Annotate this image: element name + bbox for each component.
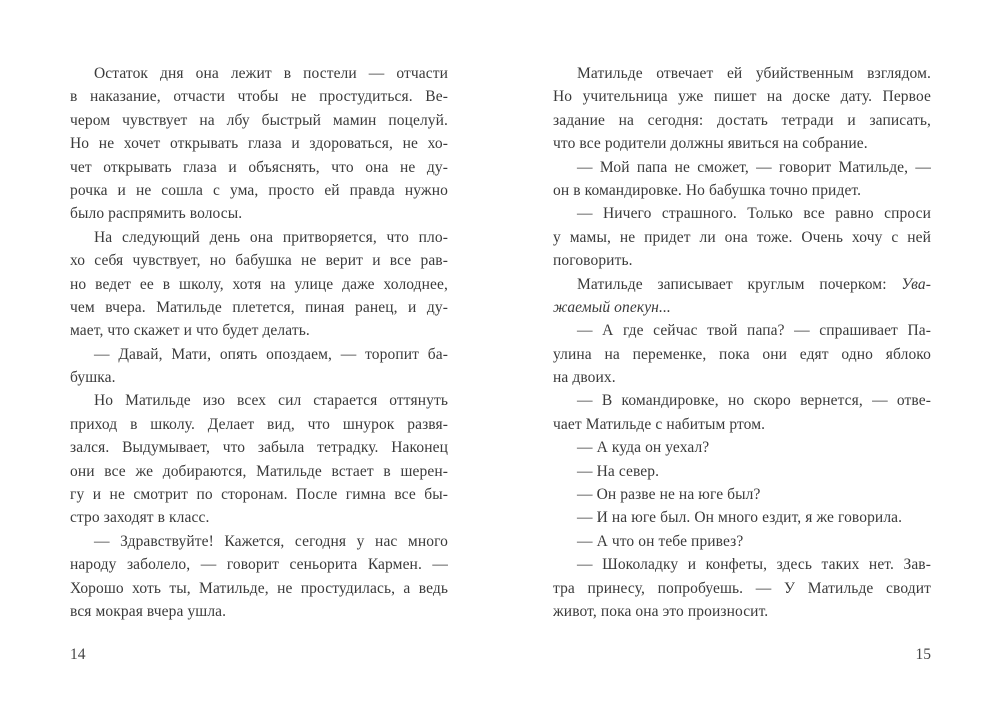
text-line xyxy=(70,389,448,412)
text-segment: гу и не смотрит по сторонам. После гимна все бы- xyxy=(70,486,448,504)
paragraph xyxy=(553,530,931,553)
paragraph xyxy=(553,156,931,203)
text-segment: — Давай, Мати, опять опоздаем, — торопит ба- xyxy=(94,345,448,363)
text-segment: он в командировке. Но бабушка точно придет. xyxy=(553,181,862,199)
text-line xyxy=(553,530,931,553)
text-line xyxy=(553,577,931,600)
text-line xyxy=(70,249,448,272)
text-line xyxy=(553,460,931,483)
text-segment: что все родители должны явиться на собрание. xyxy=(553,135,868,153)
paragraph xyxy=(553,436,931,459)
text-segment: приход в школу. Делает вид, что шнурок развя- xyxy=(70,415,448,433)
text-segment: но ведет ее в школу, хотя на улице даже холоднее, xyxy=(70,275,448,293)
text-line xyxy=(70,319,448,342)
text-segment: — Мой папа не сможет, — говорит Матильде, — xyxy=(577,158,931,176)
text-line xyxy=(553,413,931,436)
text-line xyxy=(553,62,931,85)
text-segment: хо себя чувствует, но бабушка не верит и все рав- xyxy=(70,252,448,270)
paragraph xyxy=(553,202,931,272)
text-line xyxy=(553,366,931,389)
text-segment: Но учительница уже пишет на доске дату. Первое xyxy=(553,88,931,106)
text-segment: вся мокрая вчера ушла. xyxy=(70,602,227,620)
text-line xyxy=(70,109,448,132)
text-segment: — А где сейчас твой папа? — спрашивает Па- xyxy=(577,322,931,340)
text-line xyxy=(70,506,448,529)
text-segment: Матильде отвечает ей убийственным взглядом. xyxy=(577,65,931,82)
text-segment: Матильде записывает круглым почерком: xyxy=(577,275,902,293)
text-segment: было распрямить волосы. xyxy=(70,205,243,223)
text-line xyxy=(553,389,931,412)
text-segment: — А куда он уехал? xyxy=(577,439,710,457)
text-line xyxy=(553,553,931,576)
text-line xyxy=(70,226,448,249)
text-line xyxy=(553,156,931,179)
text-line xyxy=(70,460,448,483)
paragraph xyxy=(553,506,931,529)
paragraph xyxy=(553,553,931,623)
text-line xyxy=(70,156,448,179)
text-line xyxy=(553,273,931,296)
text-segment: Ува- xyxy=(901,275,931,293)
text-line xyxy=(70,179,448,202)
text-line xyxy=(70,85,448,108)
paragraph xyxy=(70,389,448,529)
text-segment: они все же добираются, Матильде встает в шерен- xyxy=(70,462,448,480)
text-line xyxy=(70,132,448,155)
text-segment: мает, что скажет и что будет делать. xyxy=(70,322,310,340)
paragraph xyxy=(70,530,448,624)
text-segment: живот, пока она это произносит. xyxy=(553,602,769,620)
text-line xyxy=(70,413,448,436)
text-segment: Но Матильде изо всех сил старается оттянуть xyxy=(94,392,448,410)
paragraph xyxy=(70,62,448,226)
text-segment: в наказание, отчасти чтобы не простудиться. Ве- xyxy=(70,88,448,106)
page-right-text-column xyxy=(553,62,931,623)
paragraph xyxy=(553,273,931,320)
text-segment: зался. Выдумывает, что забыла тетрадку. Наконец xyxy=(70,439,448,457)
text-line xyxy=(553,343,931,366)
text-line xyxy=(70,483,448,506)
text-segment: улина на переменке, пока они едят одно яблоко xyxy=(553,345,931,363)
text-line xyxy=(70,600,448,623)
text-line xyxy=(553,436,931,459)
paragraph xyxy=(553,483,931,506)
text-segment: — Он разве не на юге был? xyxy=(577,486,761,504)
text-line xyxy=(70,530,448,553)
text-segment: — На север. xyxy=(577,462,660,480)
text-line xyxy=(553,483,931,506)
text-segment: Остаток дня она лежит в постели — отчасти xyxy=(94,65,448,82)
paragraph xyxy=(553,389,931,436)
text-segment: чером чувствует на лбу быстрый мамин поцелуй. xyxy=(70,111,448,129)
text-segment: — Здравствуйте! Кажется, сегодня у нас много xyxy=(94,532,448,550)
text-line xyxy=(553,506,931,529)
text-segment: жаемый опекун... xyxy=(553,298,671,316)
text-line xyxy=(70,273,448,296)
paragraph xyxy=(553,319,931,389)
text-line xyxy=(553,296,931,319)
text-line xyxy=(70,296,448,319)
text-line xyxy=(70,343,448,366)
text-segment: на двоих. xyxy=(553,369,616,387)
text-line xyxy=(553,226,931,249)
text-segment: бушка. xyxy=(70,369,116,387)
text-line xyxy=(553,600,931,623)
text-line xyxy=(553,202,931,225)
text-segment: — И на юге был. Он много ездит, я же говорила. xyxy=(577,509,903,527)
page-left-text-column xyxy=(70,62,448,623)
text-segment: у мамы, не придет ли она тоже. Очень хочу с ней xyxy=(553,228,931,246)
text-line xyxy=(70,202,448,225)
text-segment: стро заходят в класс. xyxy=(70,509,210,527)
text-segment: народу заболело, — говорит сеньорита Кармен. — xyxy=(70,556,448,574)
paragraph xyxy=(553,62,931,156)
page-number-right: 15 xyxy=(915,646,931,663)
text-line xyxy=(70,577,448,600)
page-number-left: 14 xyxy=(70,646,86,663)
text-line xyxy=(553,85,931,108)
paragraph xyxy=(70,343,448,390)
text-segment: — Ничего страшного. Только все равно спроси xyxy=(577,205,931,223)
text-segment: чет открывать глаза и объяснять, что она не ду- xyxy=(70,158,448,176)
text-segment: — В командировке, но скоро вернется, — отве- xyxy=(577,392,931,410)
text-line xyxy=(553,132,931,155)
text-line xyxy=(553,179,931,202)
text-segment: тра принесу, попробуешь. — У Матильде сводит xyxy=(553,579,931,597)
text-line xyxy=(553,319,931,342)
text-segment: На следующий день она притворяется, что пло- xyxy=(94,228,448,246)
text-line xyxy=(70,553,448,576)
text-segment: — А что он тебе привез? xyxy=(577,532,744,550)
text-segment: Но не хочет открывать глаза и здороваться, не хо- xyxy=(70,135,448,153)
text-segment: чает Матильде с набитым ртом. xyxy=(553,415,766,433)
text-segment: чем вчера. Матильде плетется, пиная ранец, и ду- xyxy=(70,298,448,316)
text-segment: Хорошо хоть ты, Матильде, не простудилась, а ведь xyxy=(70,579,448,597)
text-line xyxy=(70,366,448,389)
text-line xyxy=(553,249,931,272)
text-line xyxy=(70,62,448,85)
text-segment: — Шоколадку и конфеты, здесь таких нет. Зав- xyxy=(577,556,931,574)
paragraph xyxy=(70,226,448,343)
text-segment: рочка и не сошла с ума, просто ей правда нужно xyxy=(70,181,448,199)
text-segment: поговорить. xyxy=(553,252,633,270)
text-line xyxy=(553,109,931,132)
text-line xyxy=(70,436,448,459)
text-segment: задание на сегодня: достать тетради и записать, xyxy=(553,111,931,129)
paragraph xyxy=(553,460,931,483)
